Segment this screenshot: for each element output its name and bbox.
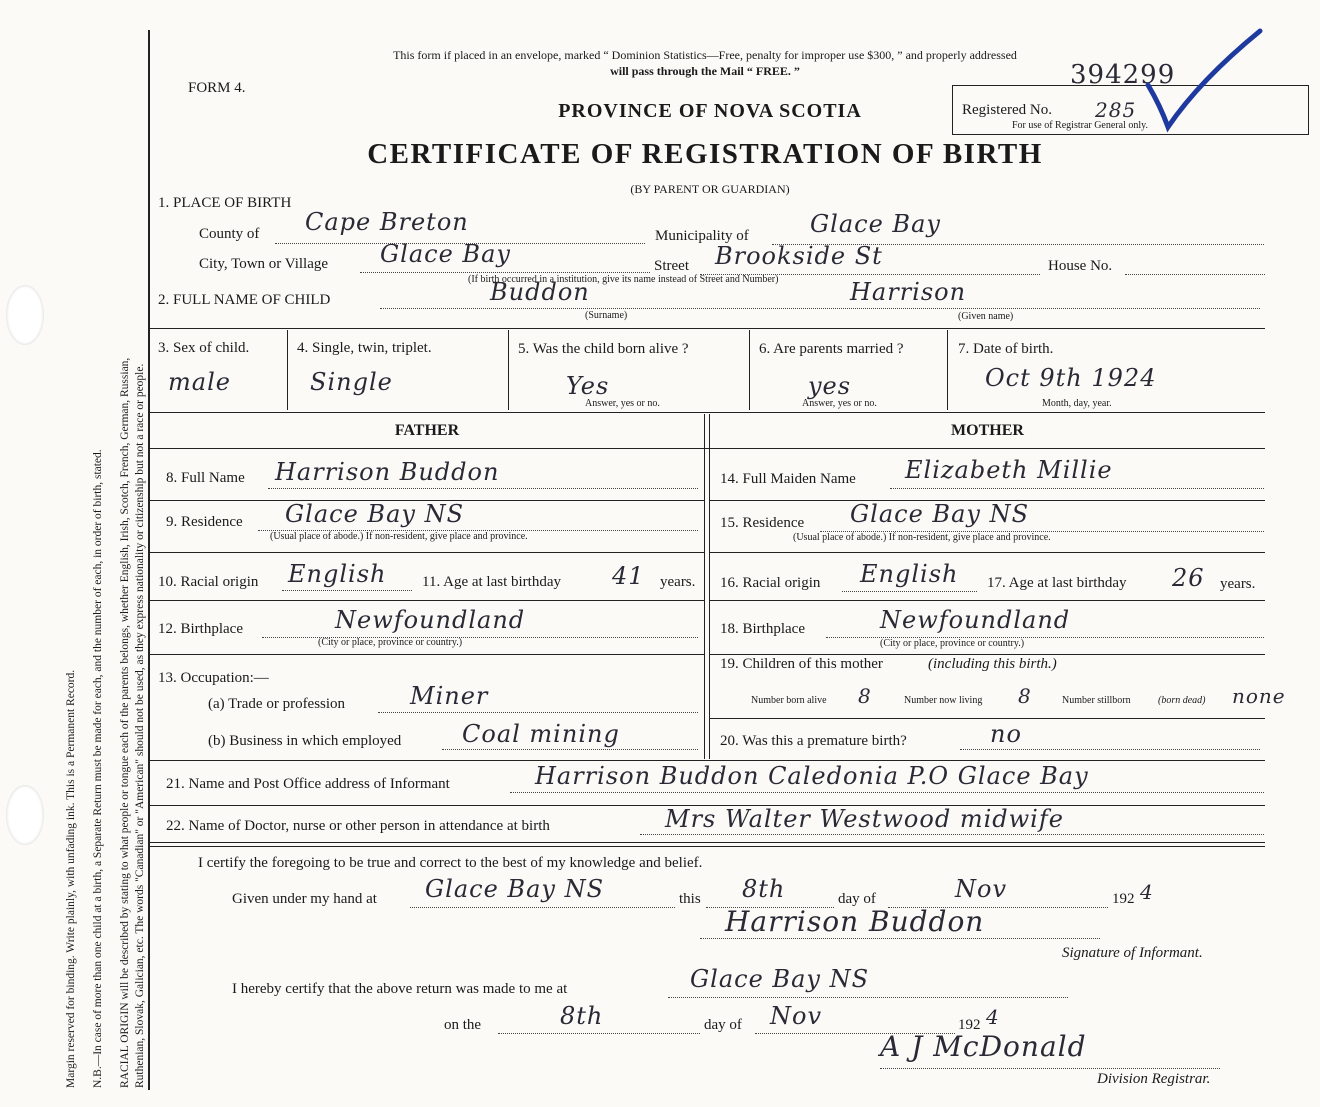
premature-label: 20. Was this a premature birth? [720,733,907,749]
attendant-label: 22. Name of Doctor, nurse or other person in attendance at birth [166,818,550,834]
mother-heading: MOTHER [951,422,1024,439]
children-label: 19. Children of this mother [720,656,883,672]
child-surname-value: Buddon [490,278,590,306]
father-birthplace-label: 12. Birthplace [158,621,243,637]
province-heading: PROVINCE OF NOVA SCOTIA [558,100,862,122]
father-age-value: 41 [612,562,645,590]
county-label: County of [199,226,260,242]
place-of-birth-label: 1. PLACE OF BIRTH [158,195,292,211]
mother-residence-value: Glace Bay NS [850,500,1030,528]
born-alive-label: 5. Was the child born alive ? [518,341,689,357]
county-value: Cape Breton [305,208,469,236]
punch-hole [6,285,44,345]
business-value: Coal mining [462,720,620,748]
father-name-value: Harrison Buddon [275,458,500,486]
informant-label: 21. Name and Post Office address of Informant [166,776,450,792]
surname-caption: (Surname) [585,310,628,321]
business-label: (b) Business in which employed [208,733,402,749]
dob-label: 7. Date of birth. [958,341,1054,357]
margin-nb-note: N.B.—In case of more than one child at a birth, a Separate Return must be made for each, and the number of each, in order of birth, stated. [92,449,104,1088]
father-name-label: 8. Full Name [166,470,245,486]
mother-name-label: 14. Full Maiden Name [720,471,856,487]
sex-label: 3. Sex of child. [158,340,250,356]
father-birthplace-value: Newfoundland [335,606,526,634]
stillborn-note: (born dead) [1158,695,1206,706]
trade-label: (a) Trade or profession [208,696,346,712]
mother-residence-label: 15. Residence [720,515,805,531]
margin-rule [148,30,150,1090]
parents-married-value: yes [808,372,852,400]
born-alive-value: Yes [566,372,610,400]
signature-caption: Signature of Informant. [1062,945,1203,961]
registrar-day-label: day of [704,1017,742,1033]
mother-age-label: 17. Age at last birthday [987,575,1127,591]
born-alive-caption: Answer, yes or no. [585,398,660,409]
parents-married-caption: Answer, yes or no. [802,398,877,409]
father-heading: FATHER [394,422,460,439]
day-of-label: day of [838,891,876,907]
house-no-label: House No. [1048,258,1113,274]
given-month-value: Nov [955,875,1008,903]
certification-statement: I certify the foregoing to be true and correct to the best of my knowledge and belief. [198,855,703,871]
checkmark-icon [1140,25,1270,135]
mother-racial-label: 16. Racial origin [720,575,821,591]
mother-age-value: 26 [1172,564,1205,592]
registrar-month-value: Nov [770,1002,823,1030]
mother-birthplace-label: 18. Birthplace [720,621,805,637]
given-year-suffix: 4 [1140,880,1154,904]
registered-no-label: Registered No. [962,102,1052,118]
father-racial-value: English [288,560,387,588]
born-alive-count-label: Number born alive [751,695,827,706]
children-note: (including this birth.) [928,656,1057,672]
given-under-hand-label: Given under my hand at [232,891,377,907]
premature-value: no [990,720,1022,748]
mother-age-unit: years. [1220,576,1256,592]
registered-no-value: 285 [1095,98,1137,122]
city-value: Glace Bay [380,240,511,268]
postal-notice-2: will pass through the Mail “ FREE. ” [610,64,800,78]
now-living-value: 8 [1018,684,1032,708]
margin-racial-origin-note-2: Ruthenian, Slovak, Galician, etc. The words "Canadian" or "American" should not be used, as they express nationality or citizenship but not a race or people. [134,363,146,1088]
given-year-prefix: 192 [1112,891,1135,907]
given-day-value: 8th [742,875,786,903]
registrar-statement: I hereby certify that the above return was made to me at [232,981,568,997]
registrar-place-value: Glace Bay NS [690,965,870,993]
father-residence-value: Glace Bay NS [285,500,465,528]
street-value: Brookside St [715,242,883,270]
mother-birthplace-caption: (City or place, province or country.) [880,638,1025,649]
stillborn-label: Number stillborn [1062,695,1131,706]
registrar-day-value: 8th [560,1002,604,1030]
father-residence-label: 9. Residence [166,514,243,530]
on-the-label: on the [444,1017,482,1033]
registrar-year-suffix: 4 [986,1005,1000,1029]
attendant-value: Mrs Walter Westwood midwife [665,805,1064,833]
trade-value: Miner [410,682,489,710]
city-label: City, Town or Village [199,256,329,272]
father-age-label: 11. Age at last birthday [422,574,561,590]
registration-number-handwritten: 394299 [1070,60,1176,90]
informant-value: Harrison Buddon Caledonia P.O Glace Bay [535,762,1089,790]
margin-binding-note: Margin reserved for binding. Write plainly, with unfading ink. This is a Permanent Record. [65,669,77,1088]
municipality-value: Glace Bay [810,210,941,238]
postal-notice-1: This form if placed in an envelope, marked “ Dominion Statistics—Free, penalty for improper use $300, ” and properly addressed [393,48,1017,62]
street-label: Street [654,258,689,274]
margin-racial-origin-note-1: RACIAL ORIGIN will be described by stating to what people or tongue each of the parents belongs, whether English, Irish, Scotch, French, German, Russian, [119,357,131,1088]
father-racial-label: 10. Racial origin [158,574,259,590]
now-living-label: Number now living [904,695,983,706]
registrar-signature: A J McDonald [880,1030,1087,1063]
given-place-value: Glace Bay NS [425,875,605,903]
born-alive-count-value: 8 [858,684,872,708]
municipality-label: Municipality of [655,228,749,244]
father-residence-caption: (Usual place of abode.) If non-resident, give place and province. [270,531,528,542]
informant-signature: Harrison Buddon [725,905,985,938]
given-name-caption: (Given name) [958,311,1014,322]
mother-racial-value: English [860,560,959,588]
dob-value: Oct 9th 1924 [985,364,1157,392]
child-given-value: Harrison [850,278,967,306]
mother-name-value: Elizabeth Millie [905,456,1113,484]
registrar-caption: Division Registrar. [1097,1071,1211,1087]
certificate-title: CERTIFICATE OF REGISTRATION OF BIRTH [367,138,1043,170]
punch-hole [6,785,44,845]
registrar-year-prefix: 192 [958,1017,981,1033]
mother-birthplace-value: Newfoundland [880,606,1071,634]
father-age-unit: years. [660,574,696,590]
mother-residence-caption: (Usual place of abode.) If non-resident, give place and province. [793,532,1051,543]
institution-note: (If birth occurred in a institution, give its name instead of Street and Number) [468,274,779,285]
this-label: this [679,891,701,907]
occupation-label: 13. Occupation:— [158,670,269,686]
stillborn-value: none [1232,684,1286,708]
form-number: FORM 4. [188,80,246,96]
plurality-label: 4. Single, twin, triplet. [297,340,432,356]
registrar-general-note: For use of Registrar General only. [1012,120,1148,131]
plurality-value: Single [310,368,393,396]
dob-caption: Month, day, year. [1042,398,1112,409]
parents-married-label: 6. Are parents married ? [759,341,904,357]
certificate-subtitle: (BY PARENT OR GUARDIAN) [630,182,790,196]
child-name-label: 2. FULL NAME OF CHILD [158,292,331,308]
sex-value: male [168,368,231,396]
father-birthplace-caption: (City or place, province or country.) [318,637,463,648]
